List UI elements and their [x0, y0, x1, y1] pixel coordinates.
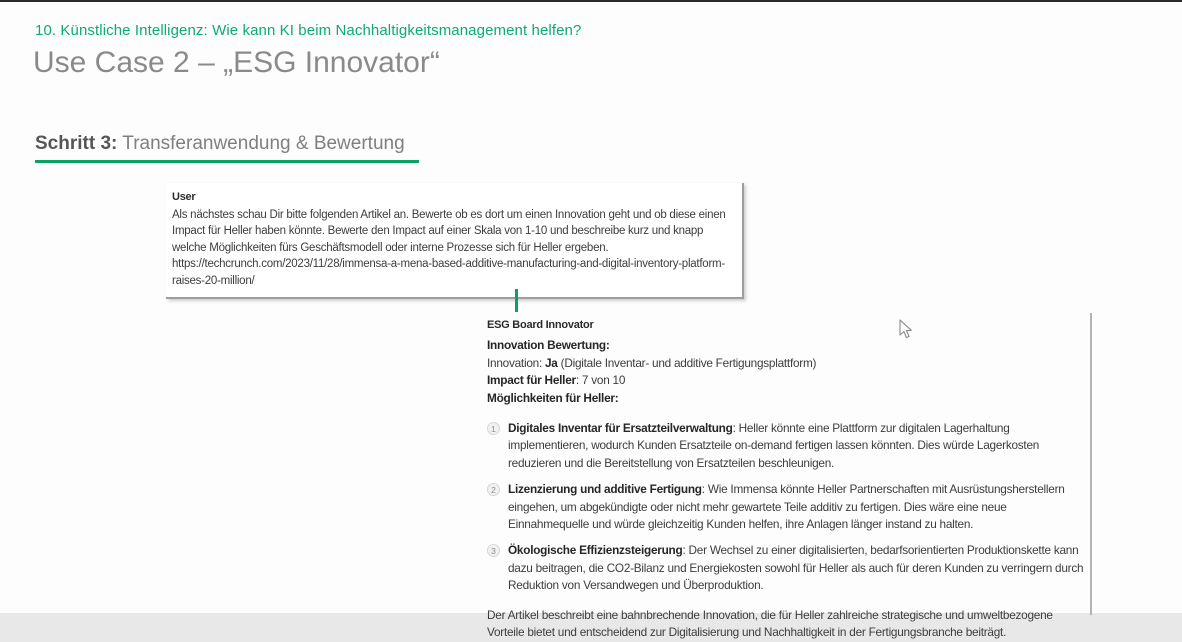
- list-item: [487, 481, 1087, 533]
- list-item-text: Ökologische Effizienzsteigerung: Der Wechsel zu einer digitalisierten, bedarfsorientierten Produktionskette kann dazu beitragen, die CO2-Bilanz und Energiekosten sowohl für Heller als auch für deren Kunden zu verringern durch Reduktion von Versandwegen und Überproduktion.: [508, 543, 1084, 593]
- possibility-list: [487, 420, 1087, 595]
- list-item: [487, 542, 1087, 594]
- mouse-cursor-icon: [898, 319, 913, 340]
- connector-line: [515, 289, 518, 312]
- user-message-card: [166, 183, 744, 299]
- closing-paragraph: Der Artikel beschreibt eine bahnbrechende Innovation, die für Heller zahlreiche strategische und umweltbezogene Vorteile bietet und entscheidend zur Digitalisierung und Nachhaltigkeit in der Fertigungsbranche beiträgt.: [487, 607, 1053, 640]
- innovation-heading: Innovation Bewertung:: [487, 338, 610, 353]
- user-role-label: User: [172, 191, 196, 203]
- innovation-line: Innovation: Ja (Digitale Inventar- und additive Fertigungsplattform): [487, 355, 817, 370]
- user-message-text: Als nächstes schau Dir bitte folgenden Artikel an. Bewerte ob es dort um einen Innovation geht und ob diese einen Impact für Heller haben könnte. Bewerte den Impact auf einer Skala von 1-10 und beschreibe kurz und knapp welche Möglichkeiten fürs Geschäftsmodell oder interne Prozesse sich für Heller ergeben. https://techcrunch.com/2023/11/28/immensa-a-mena-based-additive-manufacturing-and-digital-inventory-platform-raises-20-million/: [172, 208, 726, 287]
- list-number-badge: 2: [487, 483, 500, 496]
- step-title: Transferanwendung & Bewertung: [117, 133, 405, 154]
- list-item: [487, 420, 1087, 472]
- assistant-message: [487, 317, 1087, 642]
- impact-line: Impact für Heller: 7 von 10: [487, 373, 626, 388]
- list-number-badge: 1: [487, 422, 500, 435]
- list-number-badge: 3: [487, 544, 500, 557]
- possibilities-heading: Möglichkeiten für Heller:: [487, 390, 619, 405]
- list-item-text: Lizenzierung und additive Fertigung: Wie Immensa könnte Heller Partnerschaften mit Ausrüstungsherstellern eingehen, um abgekündigte oder nicht mehr gewartete Teile additiv zu fertigen. Dies wäre eine neue Einnahmequelle und würde gleichzeitig Kunden helfen, ihre Anlagen länger instand zu halten.: [508, 482, 1065, 532]
- step-underline: [35, 160, 419, 163]
- step-label: Schritt 3:: [35, 133, 118, 154]
- slide-kicker: 10. Künstliche Intelligenz: Wie kann KI beim Nachhaltigkeitsmanagement helfen?: [35, 22, 582, 39]
- step-heading: [35, 133, 405, 155]
- slide-title: Use Case 2 – „ESG Innovator“: [33, 46, 440, 79]
- article-link[interactable]: https://techcrunch.com/2023/11/28/immensa-a-mena-based-additive-manufacturing-and-digital-inventory-platform-raises-20-million/: [172, 258, 725, 287]
- panel-divider-line: [1090, 313, 1092, 615]
- assistant-role-label: ESG Board Innovator: [487, 319, 594, 331]
- list-item-text: Digitales Inventar für Ersatzteilverwaltung: Heller könnte eine Plattform zur digitalen Lagerhaltung implementieren, wodurch Kunden Ersatzteile on-demand fertigen lassen könnten. Dies würde Lagerkosten reduzieren und die Bereitstellung von Ersatzteilen beschleunigen.: [508, 421, 1040, 470]
